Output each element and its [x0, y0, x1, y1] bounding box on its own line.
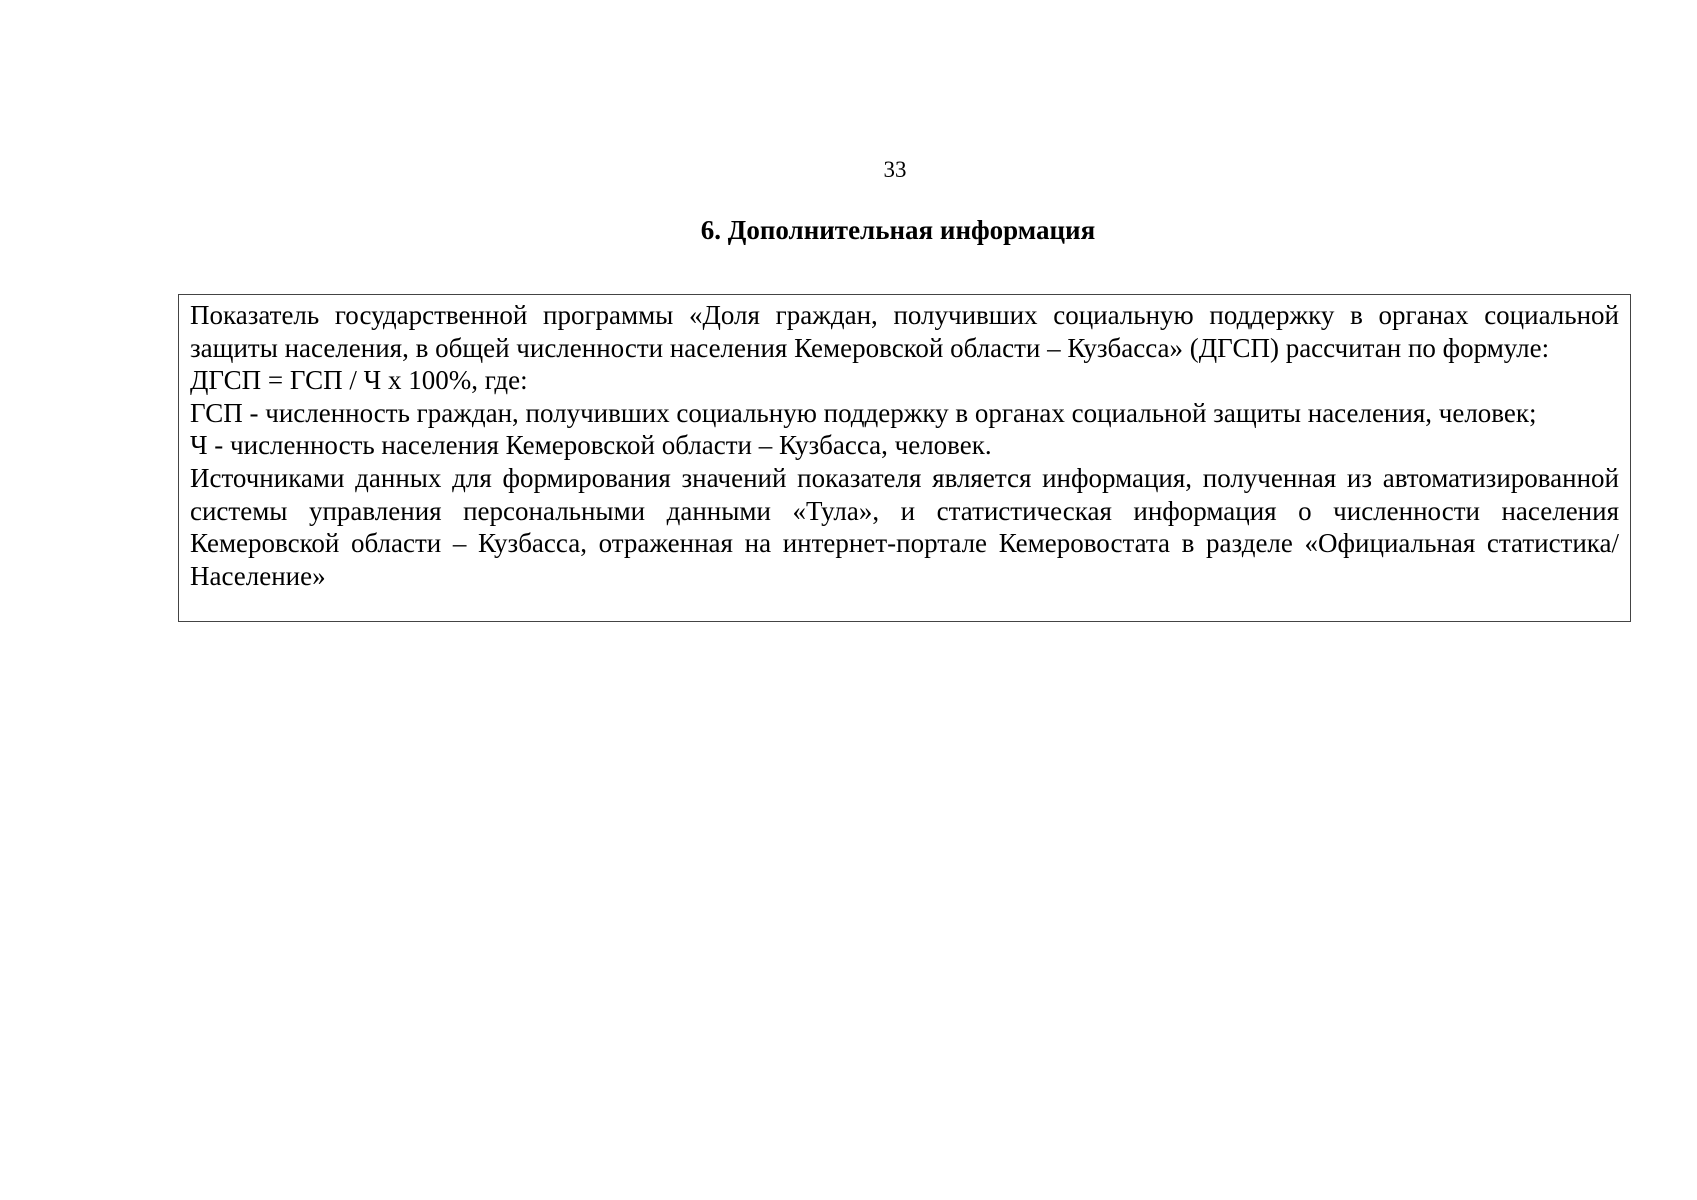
- section-title: 6. Дополнительная информация: [700, 215, 1096, 245]
- definition-gsp: ГСП - численность граждан, получивших социальную поддержку в органах социальной защиты населения, человек;: [190, 397, 1537, 428]
- data-sources: Источниками данных для формирования значений показателя является информация, полученная из автоматизированной системы управления персональными данными «Тула», и статистическая информация о численности населения Кемеровской области – Кузбасса, отраженная на интернет-портале Кемеровостата в разделе «Официальная статистика/Население»: [190, 462, 1619, 591]
- definition-ch: Ч - численность населения Кемеровской области – Кузбасса, человек.: [190, 430, 992, 461]
- info-box: [178, 294, 1631, 622]
- indicator-description: Показатель государственной программы «Доля граждан, получивших социальную поддержку в органах социальной защиты населения, в общей численности населения Кемеровской области – Кузбасса» (ДГСП) рассчитан по формуле:: [190, 300, 1619, 363]
- page-number: 33: [883, 157, 907, 182]
- formula-line: ДГСП = ГСП / Ч х 100%, где:: [190, 365, 528, 396]
